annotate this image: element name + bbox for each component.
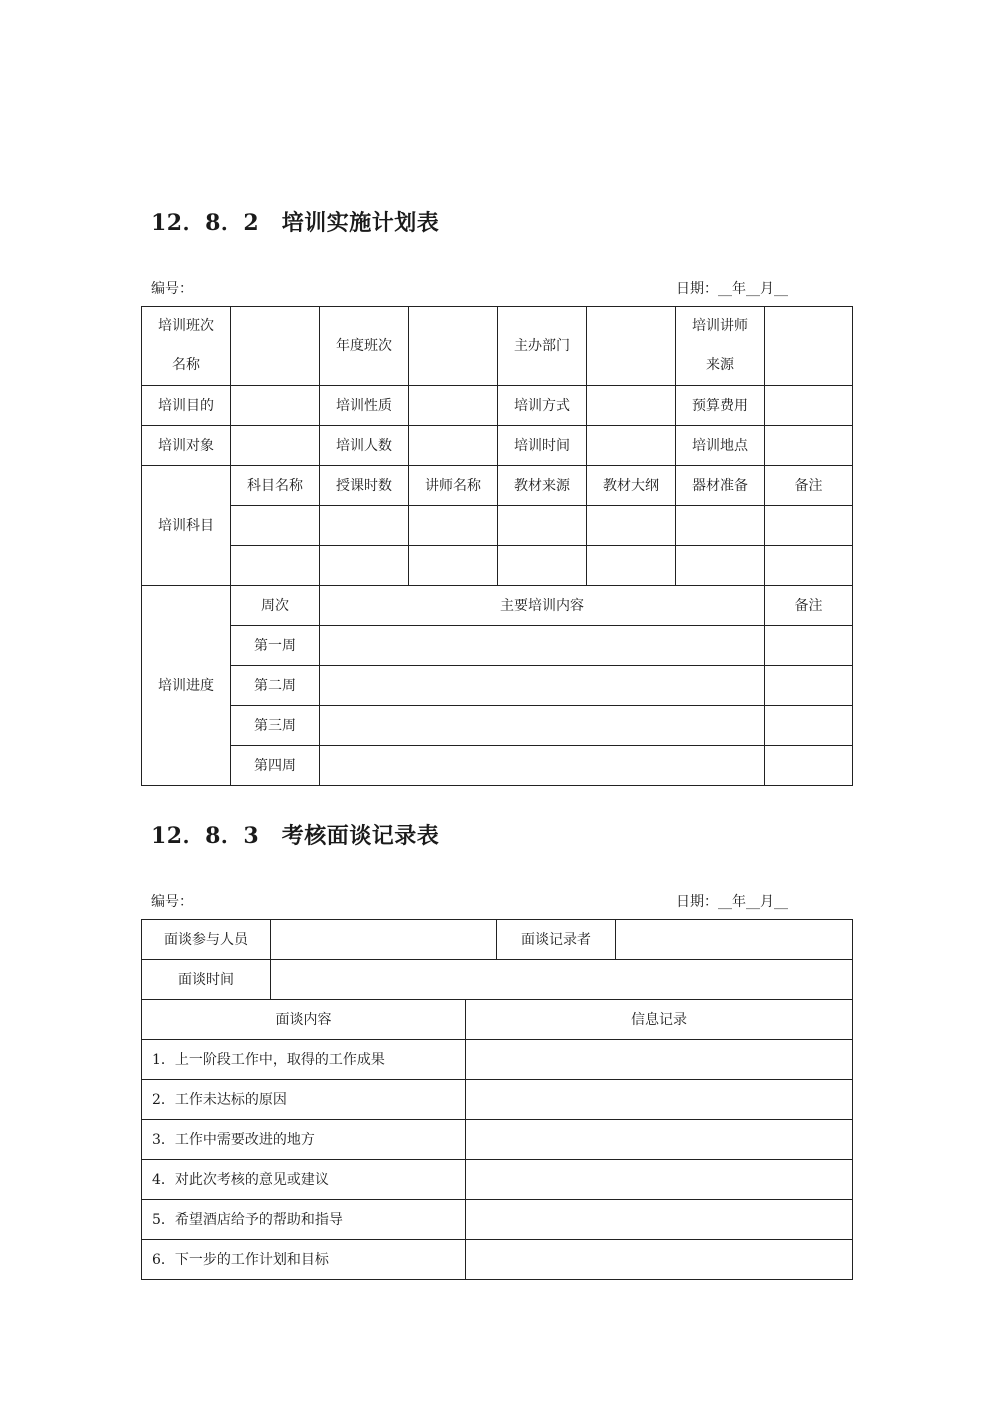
section-title-interview-record: 12．8．3 考核面谈记录表 [151, 823, 440, 849]
week-content-cell[interactable] [320, 746, 765, 786]
annual-class-label: 年度班次 [320, 307, 409, 386]
week-label: 第二周 [231, 666, 320, 706]
subject-header-hours: 授课时数 [320, 466, 409, 506]
subjects-label: 培训科目 [142, 466, 231, 586]
week-remark-cell[interactable] [765, 706, 853, 746]
purpose-value[interactable] [231, 386, 320, 426]
date-label: 日期：__年__月__ [676, 281, 788, 297]
subject-header-remark: 备注 [765, 466, 853, 506]
subject-cell[interactable] [765, 506, 853, 546]
schedule-header-remark: 备注 [765, 586, 853, 626]
class-name-value[interactable] [231, 307, 320, 386]
interview-item: 2．工作未达标的原因 [142, 1080, 466, 1120]
subject-header-material-source: 教材来源 [498, 466, 587, 506]
schedule-label: 培训进度 [142, 586, 231, 786]
interview-time-label: 面谈时间 [142, 960, 271, 1000]
record-cell[interactable] [466, 1080, 853, 1120]
date-label: 日期：__年__月__ [676, 894, 788, 910]
record-cell[interactable] [466, 1040, 853, 1080]
week-remark-cell[interactable] [765, 666, 853, 706]
location-value[interactable] [765, 426, 853, 466]
nature-value[interactable] [409, 386, 498, 426]
location-label: 培训地点 [676, 426, 765, 466]
budget-label: 预算费用 [676, 386, 765, 426]
week-label: 第四周 [231, 746, 320, 786]
host-dept-label: 主办部门 [498, 307, 587, 386]
subject-cell[interactable] [587, 546, 676, 586]
week-content-cell[interactable] [320, 666, 765, 706]
interview-time-value[interactable] [271, 960, 853, 1000]
meta-row-training-plan [151, 278, 788, 298]
nature-label: 培训性质 [320, 386, 409, 426]
week-content-cell[interactable] [320, 706, 765, 746]
subject-cell[interactable] [231, 506, 320, 546]
week-remark-cell[interactable] [765, 746, 853, 786]
interview-item: 6．下一步的工作计划和目标 [142, 1240, 466, 1280]
subject-cell[interactable] [676, 546, 765, 586]
section-title-training-plan: 12．8．2 培训实施计划表 [151, 210, 440, 236]
interview-record-table [141, 919, 853, 1280]
target-label: 培训对象 [142, 426, 231, 466]
record-cell[interactable] [466, 1160, 853, 1200]
lecturer-source-label: 培训讲师 来源 [676, 307, 765, 386]
participants-label: 面谈参与人员 [142, 920, 271, 960]
subject-cell[interactable] [320, 546, 409, 586]
subject-cell[interactable] [765, 546, 853, 586]
subject-cell[interactable] [498, 506, 587, 546]
participants-value[interactable] [271, 920, 497, 960]
recorder-value[interactable] [616, 920, 853, 960]
subject-header-name: 科目名称 [231, 466, 320, 506]
method-label: 培训方式 [498, 386, 587, 426]
interview-item: 4．对此次考核的意见或建议 [142, 1160, 466, 1200]
subject-cell[interactable] [498, 546, 587, 586]
lecturer-source-value[interactable] [765, 307, 853, 386]
week-content-cell[interactable] [320, 626, 765, 666]
subject-header-syllabus: 教材大纲 [587, 466, 676, 506]
record-header: 信息记录 [466, 1000, 853, 1040]
interview-item: 3．工作中需要改进的地方 [142, 1120, 466, 1160]
subject-cell[interactable] [231, 546, 320, 586]
number-label: 编号： [151, 281, 193, 297]
subject-cell[interactable] [676, 506, 765, 546]
subject-cell[interactable] [587, 506, 676, 546]
class-name-label: 培训班次 名称 [142, 307, 231, 386]
annual-class-value[interactable] [409, 307, 498, 386]
headcount-label: 培训人数 [320, 426, 409, 466]
subject-header-equipment: 器材准备 [676, 466, 765, 506]
subject-cell[interactable] [409, 546, 498, 586]
recorder-label: 面谈记录者 [497, 920, 616, 960]
target-value[interactable] [231, 426, 320, 466]
training-plan-table [141, 306, 853, 786]
week-remark-cell[interactable] [765, 626, 853, 666]
host-dept-value[interactable] [587, 307, 676, 386]
record-cell[interactable] [466, 1240, 853, 1280]
record-cell[interactable] [466, 1200, 853, 1240]
schedule-header-content: 主要培训内容 [320, 586, 765, 626]
subject-header-lecturer: 讲师名称 [409, 466, 498, 506]
content-header: 面谈内容 [142, 1000, 466, 1040]
time-label: 培训时间 [498, 426, 587, 466]
interview-item: 5．希望酒店给予的帮助和指导 [142, 1200, 466, 1240]
method-value[interactable] [587, 386, 676, 426]
week-label: 第一周 [231, 626, 320, 666]
week-label: 第三周 [231, 706, 320, 746]
meta-row-interview-record [151, 891, 788, 911]
number-label: 编号： [151, 894, 193, 910]
interview-item: 1．上一阶段工作中，取得的工作成果 [142, 1040, 466, 1080]
time-value[interactable] [587, 426, 676, 466]
schedule-header-week: 周次 [231, 586, 320, 626]
subject-cell[interactable] [409, 506, 498, 546]
record-cell[interactable] [466, 1120, 853, 1160]
purpose-label: 培训目的 [142, 386, 231, 426]
budget-value[interactable] [765, 386, 853, 426]
headcount-value[interactable] [409, 426, 498, 466]
subject-cell[interactable] [320, 506, 409, 546]
